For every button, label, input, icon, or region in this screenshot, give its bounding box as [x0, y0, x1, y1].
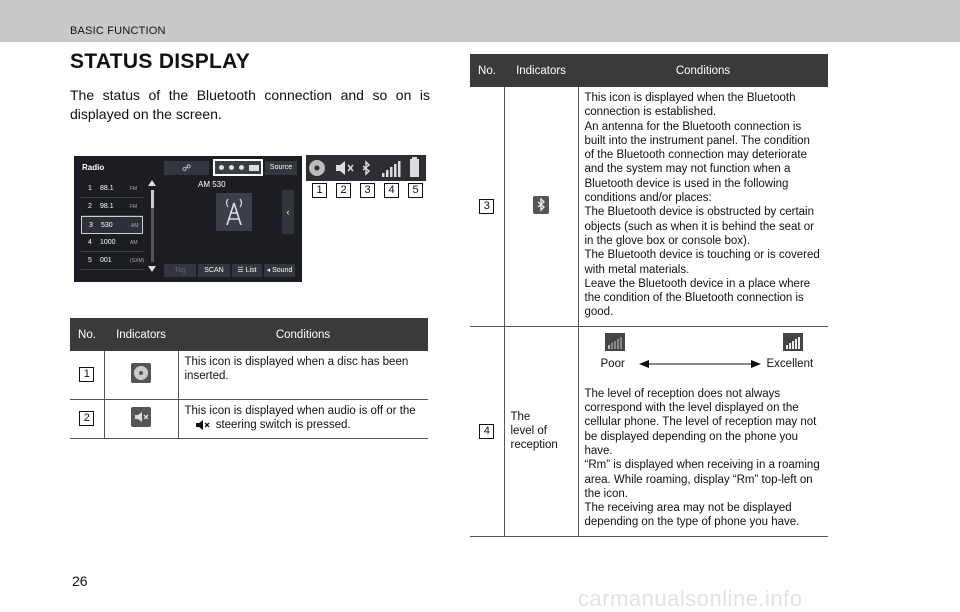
- screen-source-label: Source: [265, 161, 297, 175]
- row-indicator: The level of reception: [504, 326, 578, 536]
- signal-poor-icon: [605, 333, 625, 351]
- link-icon: ☍: [164, 161, 209, 175]
- scale-excellent-label: Excellent: [766, 357, 814, 370]
- antenna-tower-icon: [216, 193, 252, 231]
- row-condition: This icon is displayed when audio is off or the steering switch is pressed.: [178, 399, 428, 439]
- callout-3: 3: [360, 183, 375, 198]
- left-status-table: [70, 318, 428, 439]
- bluetooth-icon: [533, 196, 549, 214]
- table-row: [470, 87, 828, 326]
- intro-text: The status of the Bluetooth connection and so on is displayed on the screen.: [70, 87, 430, 122]
- row-number: 3: [479, 199, 494, 214]
- page-number: 26: [72, 573, 88, 589]
- scroll-up-icon: [148, 180, 156, 186]
- preset-item: 1 88.1 FM: [81, 180, 143, 198]
- screen-tag-label: Tag: [164, 264, 196, 277]
- col-header-no: No.: [70, 318, 104, 351]
- mute-icon: [131, 407, 151, 427]
- disc-icon: [309, 160, 325, 176]
- callout-4: 4: [384, 183, 399, 198]
- disc-icon: [131, 363, 151, 383]
- signal-icon: [382, 161, 401, 177]
- row-number: 4: [479, 424, 494, 439]
- col-header-conditions: Conditions: [578, 54, 828, 87]
- screen-sound-label: ◂ Sound: [264, 264, 295, 277]
- section-label: BASIC FUNCTION: [70, 25, 166, 37]
- col-header-conditions: Conditions: [178, 318, 428, 351]
- watermark: carmanualsonline.info: [578, 586, 803, 611]
- scroll-thumb: [151, 190, 154, 208]
- table-row: [470, 326, 828, 536]
- col-header-indicators: Indicators: [504, 54, 578, 87]
- mute-small-icon: [195, 419, 213, 431]
- scale-poor-label: Poor: [600, 357, 625, 370]
- table-header: [470, 54, 828, 87]
- double-arrow-icon: [639, 359, 761, 369]
- bluetooth-icon: [363, 162, 369, 174]
- callout-5: 5: [408, 183, 423, 198]
- battery-icon: [410, 157, 419, 177]
- page-title: STATUS DISPLAY: [70, 50, 251, 73]
- signal-excellent-icon: [783, 333, 803, 351]
- row-number: 2: [79, 411, 94, 426]
- row-number: 1: [79, 367, 94, 382]
- row-condition: This icon is displayed when the Bluetooth connection is established. An antenna for the Bluetooth connection is built into the instrument panel. The condition of the Bluetooth connection may deteriorate and the system may not function when a Bluetooth device is used in the following conditions and/or places: The Bluetooth device is obstructed by certain objects (such as when it is behind the seat or in the glove box or console box). The Bluetooth device is touching or is covered with metal materials. Leave the Bluetooth device in a place where the condition of the Bluetooth connection is good.: [578, 87, 828, 326]
- screen-bottom-bar: [164, 264, 295, 277]
- right-status-table: [470, 54, 828, 537]
- col-header-no: No.: [470, 54, 504, 87]
- table-header: [70, 318, 428, 351]
- radio-screen-image: [74, 156, 302, 282]
- row-condition: [578, 326, 828, 536]
- col-header-indicators: Indicators: [104, 318, 178, 351]
- screen-radio-label: Radio: [82, 163, 105, 172]
- reception-scale: [585, 331, 823, 387]
- screen-status-area: [213, 159, 263, 176]
- table-row: [70, 351, 428, 399]
- status-icon-strip: [306, 155, 426, 181]
- screen-list-label: ☰ List: [232, 264, 262, 277]
- scroll-down-icon: [148, 266, 156, 272]
- screen-scan-label: SCAN: [198, 264, 230, 277]
- preset-item: 2 98.1 FM: [81, 198, 143, 216]
- chevron-left-icon: ‹: [282, 190, 294, 234]
- row-condition-text: The level of reception does not always correspond with the level displayed on the cellular phone. The level of reception may not be displayed depending on the phone you have. “Rm” is displayed when receiving in a roaming area. While roaming, display “Rm” top-left on the icon. The receiving area may not be displayed depending on the type of phone you have.: [584, 387, 820, 529]
- preset-item: 4 1000 AM: [81, 234, 143, 252]
- callout-1: 1: [312, 183, 327, 198]
- mute-icon: [336, 161, 353, 175]
- screen-frequency: AM 530: [198, 180, 226, 189]
- table-row: [70, 399, 428, 439]
- preset-item-selected: 3 530 AM: [81, 216, 143, 234]
- callout-2: 2: [336, 183, 351, 198]
- header-bar: [0, 0, 960, 42]
- preset-list: [81, 180, 143, 270]
- preset-item: 5 001 (SXM): [81, 252, 143, 270]
- row-condition: This icon is displayed when a disc has been inserted.: [178, 351, 428, 399]
